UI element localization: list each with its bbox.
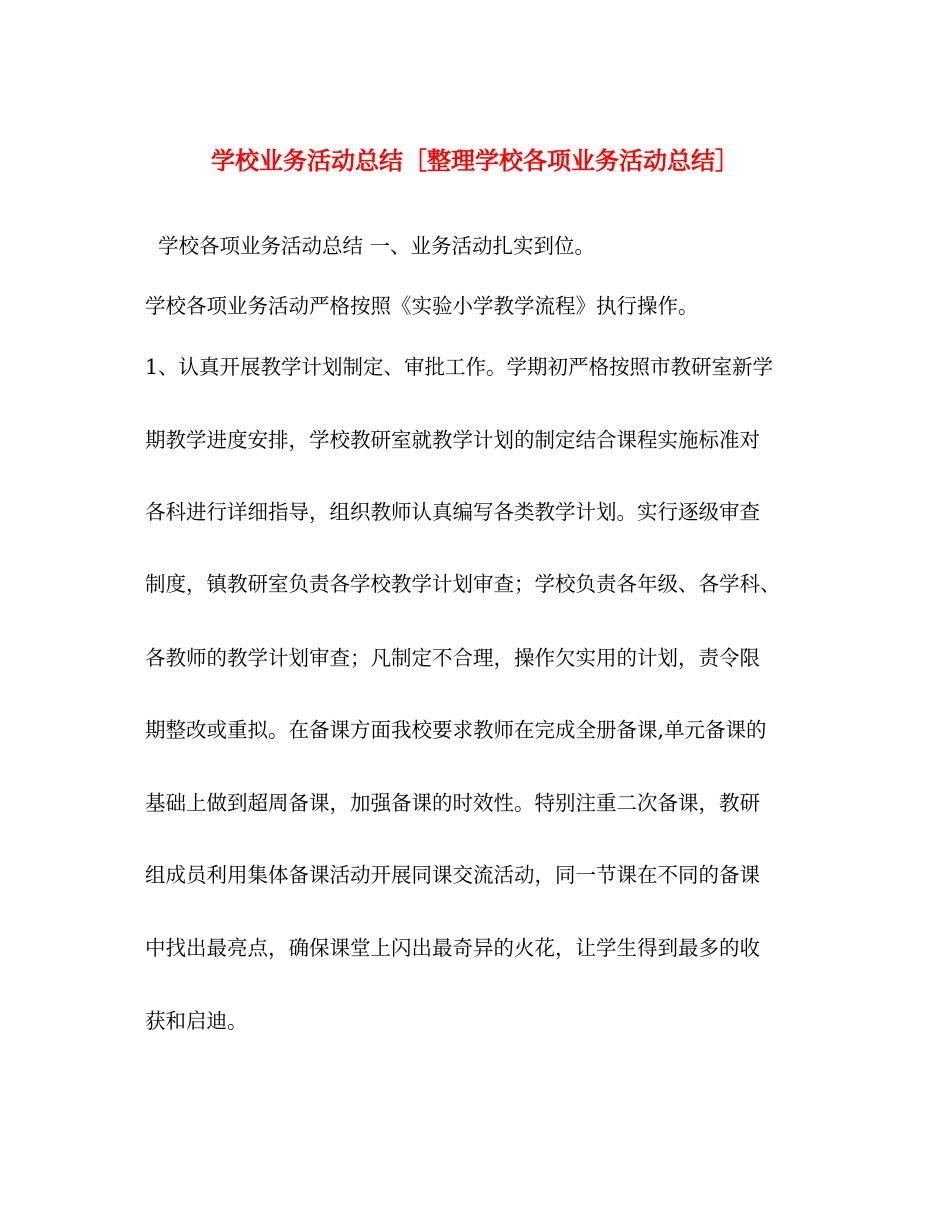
paragraph-line: 学校各项业务活动总结 一、业务活动扎实到位。 <box>145 234 596 258</box>
paragraph-line: 获和启迪。 <box>145 1009 248 1033</box>
paragraph-line: 制度，镇教研室负责各学校教学计划审查；学校负责各年级、各学科、 <box>145 572 781 596</box>
paragraph-line: 基础上做到超周备课，加强备课的时效性。特别注重二次备课，教研 <box>145 791 760 815</box>
paragraph-line: 学校各项业务活动严格按照《实验小学教学流程》执行操作。 <box>145 294 699 318</box>
paragraph-line: 各科进行详细指导，组织教师认真编写各类教学计划。实行逐级审查 <box>145 500 760 524</box>
paragraph-line: 期教学进度安排，学校教研室就教学计划的制定结合课程实施标准对 <box>145 428 760 452</box>
paragraph-line: 期整改或重拟。在备课方面我校要求教师在完成全册备课,单元备课的 <box>145 718 767 742</box>
document-title: 学校业务活动总结［整理学校各项业务活动总结］ <box>211 146 739 175</box>
paragraph-line: 组成员利用集体备课活动开展同课交流活动，同一节课在不同的备课 <box>145 863 760 887</box>
paragraph-line: 1、认真开展教学计划制定、审批工作。学期初严格按照市教研室新学 <box>145 355 774 379</box>
paragraph-line: 中找出最亮点，确保课堂上闪出最奇异的火花，让学生得到最多的收 <box>145 936 760 960</box>
paragraph-line: 各教师的教学计划审查；凡制定不合理，操作欠实用的计划，责令限 <box>145 646 760 670</box>
